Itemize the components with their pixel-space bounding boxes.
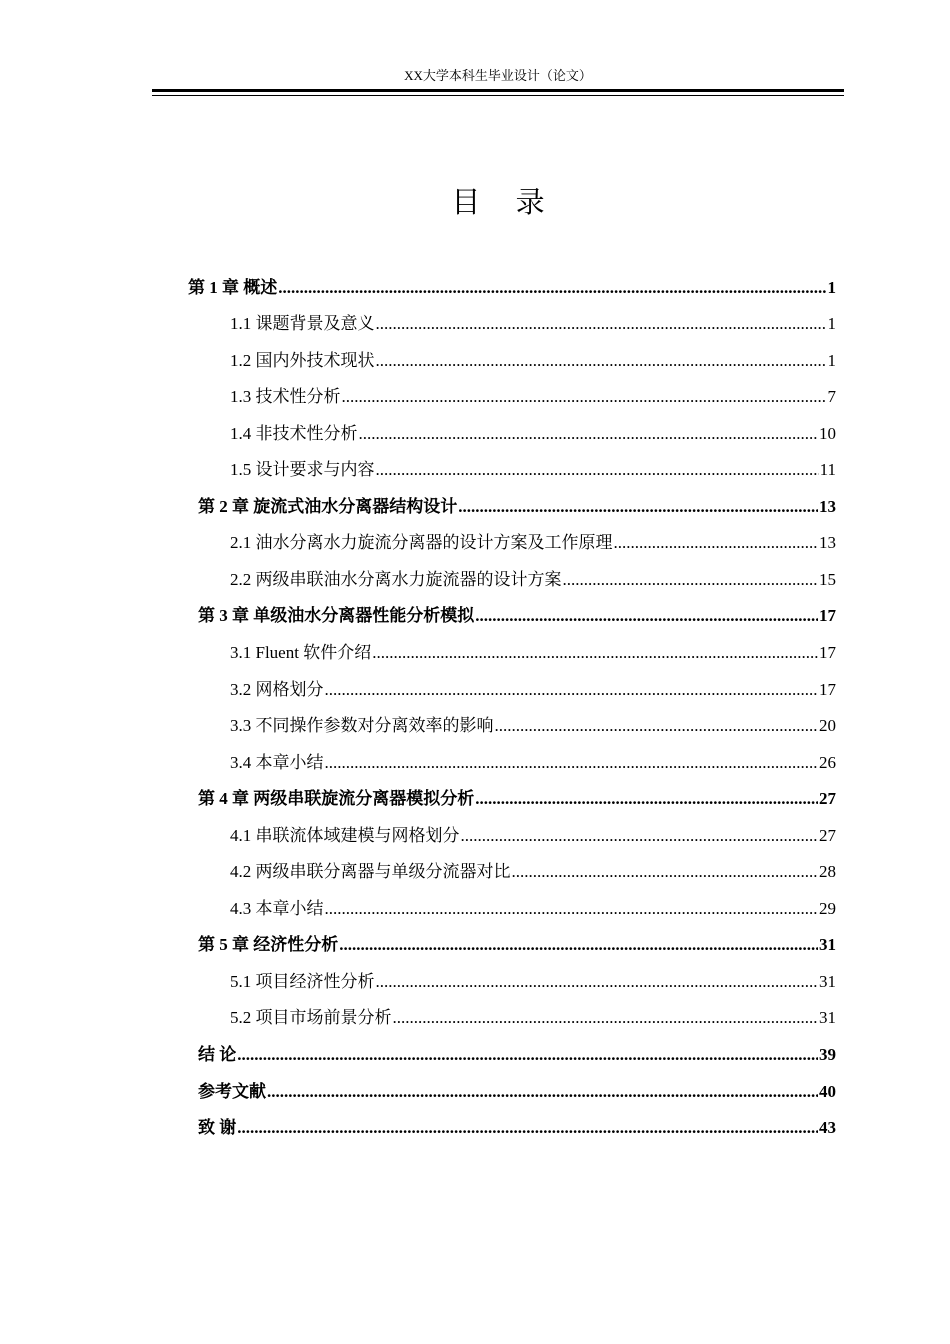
toc-entry-section-5-2[interactable] [230,1001,836,1035]
toc-entry-page: 13 [819,497,836,516]
toc-entry-page: 13 [819,533,836,552]
dot-leader [495,709,819,743]
toc-entry-label: 1.1 课题背景及意义 [230,314,375,333]
toc-entry-label: 2.2 两级串联油水分离水力旋流器的设计方案 [230,570,562,589]
toc-entry-label: 第 5 章 经济性分析 [198,935,339,954]
toc-entry-page: 28 [819,862,836,881]
dot-leader [475,782,818,816]
toc-entry-page: 31 [819,1008,836,1027]
toc-entry-section-3-1[interactable] [230,636,836,670]
toc-entry-page: 27 [819,826,836,845]
dot-leader [376,453,819,487]
toc-entry-section-5-1[interactable] [230,965,836,999]
dot-leader [393,1001,819,1035]
toc-entry-section-4-1[interactable] [230,819,836,853]
toc-entry-label: 3.4 本章小结 [230,753,324,772]
toc-entry-section-3-4[interactable] [230,746,836,780]
toc-entry-label: 4.1 串联流体域建模与网格划分 [230,826,460,845]
toc-entry-section-1-2[interactable] [230,344,836,378]
toc-entry-section-4-3[interactable] [230,892,836,926]
toc-entry-label: 致 谢 [198,1118,237,1137]
dot-leader [512,855,819,889]
toc-entry-page: 27 [819,789,836,808]
toc-entry-section-3-2[interactable] [230,673,836,707]
toc-entry-label: 第 1 章 概述 [188,278,278,297]
toc-entry-chapter-3[interactable] [198,599,836,633]
toc-entry-label: 4.2 两级串联分离器与单级分流器对比 [230,862,511,881]
toc-entry-page: 29 [819,899,836,918]
dot-leader [614,526,819,560]
toc-entry-page: 40 [819,1082,836,1101]
toc-entry-section-3-3[interactable] [230,709,836,743]
dot-leader [359,417,819,451]
dot-leader [237,1038,818,1072]
toc-entry-references[interactable] [198,1075,836,1109]
header-rule-thin [152,95,844,96]
toc-entry-chapter-1[interactable] [188,271,836,305]
toc-entry-chapter-4[interactable] [198,782,836,816]
toc-entry-page: 7 [827,387,836,406]
toc-entry-label: 5.2 项目市场前景分析 [230,1008,392,1027]
toc-entry-label: 3.2 网格划分 [230,680,324,699]
toc-entry-section-4-2[interactable] [230,855,836,889]
toc-entry-label: 3.1 Fluent 软件介绍 [230,643,372,662]
toc-title: 目 录 [451,187,559,219]
dot-leader [237,1111,818,1145]
toc-entry-label: 结 论 [198,1045,237,1064]
toc-entry-chapter-2[interactable] [198,490,836,524]
toc-entry-page: 1 [827,314,836,333]
toc-entry-page: 17 [819,606,836,625]
toc-entry-acknowledgements[interactable] [198,1111,836,1145]
toc-entry-label: 1.4 非技术性分析 [230,424,358,443]
dot-leader [376,965,819,999]
toc-entry-page: 1 [827,278,836,297]
toc-entry-label: 3.3 不同操作参数对分离效率的影响 [230,716,494,735]
toc-entry-label: 1.2 国内外技术现状 [230,351,375,370]
dot-leader [267,1075,818,1109]
dot-leader [376,344,827,378]
dot-leader [339,928,818,962]
dot-leader [475,599,818,633]
toc-entry-page: 15 [819,570,836,589]
dot-leader [325,746,819,780]
toc-entry-label: 2.1 油水分离水力旋流分离器的设计方案及工作原理 [230,533,613,552]
toc-entry-label: 5.1 项目经济性分析 [230,972,375,991]
dot-leader [325,892,819,926]
dot-leader [376,307,827,341]
toc-entry-conclusion[interactable] [198,1038,836,1072]
toc-entry-section-1-5[interactable] [230,453,836,487]
toc-entry-section-1-4[interactable] [230,417,836,451]
toc-entry-page: 10 [819,424,836,443]
toc-entry-page: 31 [819,935,836,954]
toc-entry-page: 11 [819,460,836,479]
toc-entry-chapter-5[interactable] [198,928,836,962]
header-rule-thick [152,89,844,92]
toc-entry-section-2-1[interactable] [230,526,836,560]
toc-entry-label: 第 4 章 两级串联旋流分离器模拟分析 [198,789,475,808]
dot-leader [563,563,819,597]
toc-entry-page: 1 [827,351,836,370]
dot-leader [372,636,818,670]
toc-entry-page: 43 [819,1118,836,1137]
toc-entry-page: 17 [819,680,836,699]
toc-entry-page: 20 [819,716,836,735]
dot-leader [461,819,819,853]
toc-entry-label: 1.5 设计要求与内容 [230,460,375,479]
toc-entry-label: 参考文献 [198,1082,266,1101]
toc-entry-section-1-3[interactable] [230,380,836,414]
toc-entry-page: 17 [819,643,836,662]
toc-entry-section-2-2[interactable] [230,563,836,597]
toc-entry-label: 4.3 本章小结 [230,899,324,918]
dot-leader [342,380,827,414]
toc-entry-page: 31 [819,972,836,991]
toc-entry-label: 第 2 章 旋流式油水分离器结构设计 [198,497,458,516]
toc-entry-label: 第 3 章 单级油水分离器性能分析模拟 [198,606,475,625]
toc-entry-page: 39 [819,1045,836,1064]
toc-entry-page: 26 [819,753,836,772]
dot-leader [458,490,818,524]
toc-entry-section-1-1[interactable] [230,307,836,341]
page-header: XX大学本科生毕业设计（论文） [404,68,592,83]
toc-entry-label: 1.3 技术性分析 [230,387,341,406]
dot-leader [325,673,819,707]
dot-leader [278,271,826,305]
